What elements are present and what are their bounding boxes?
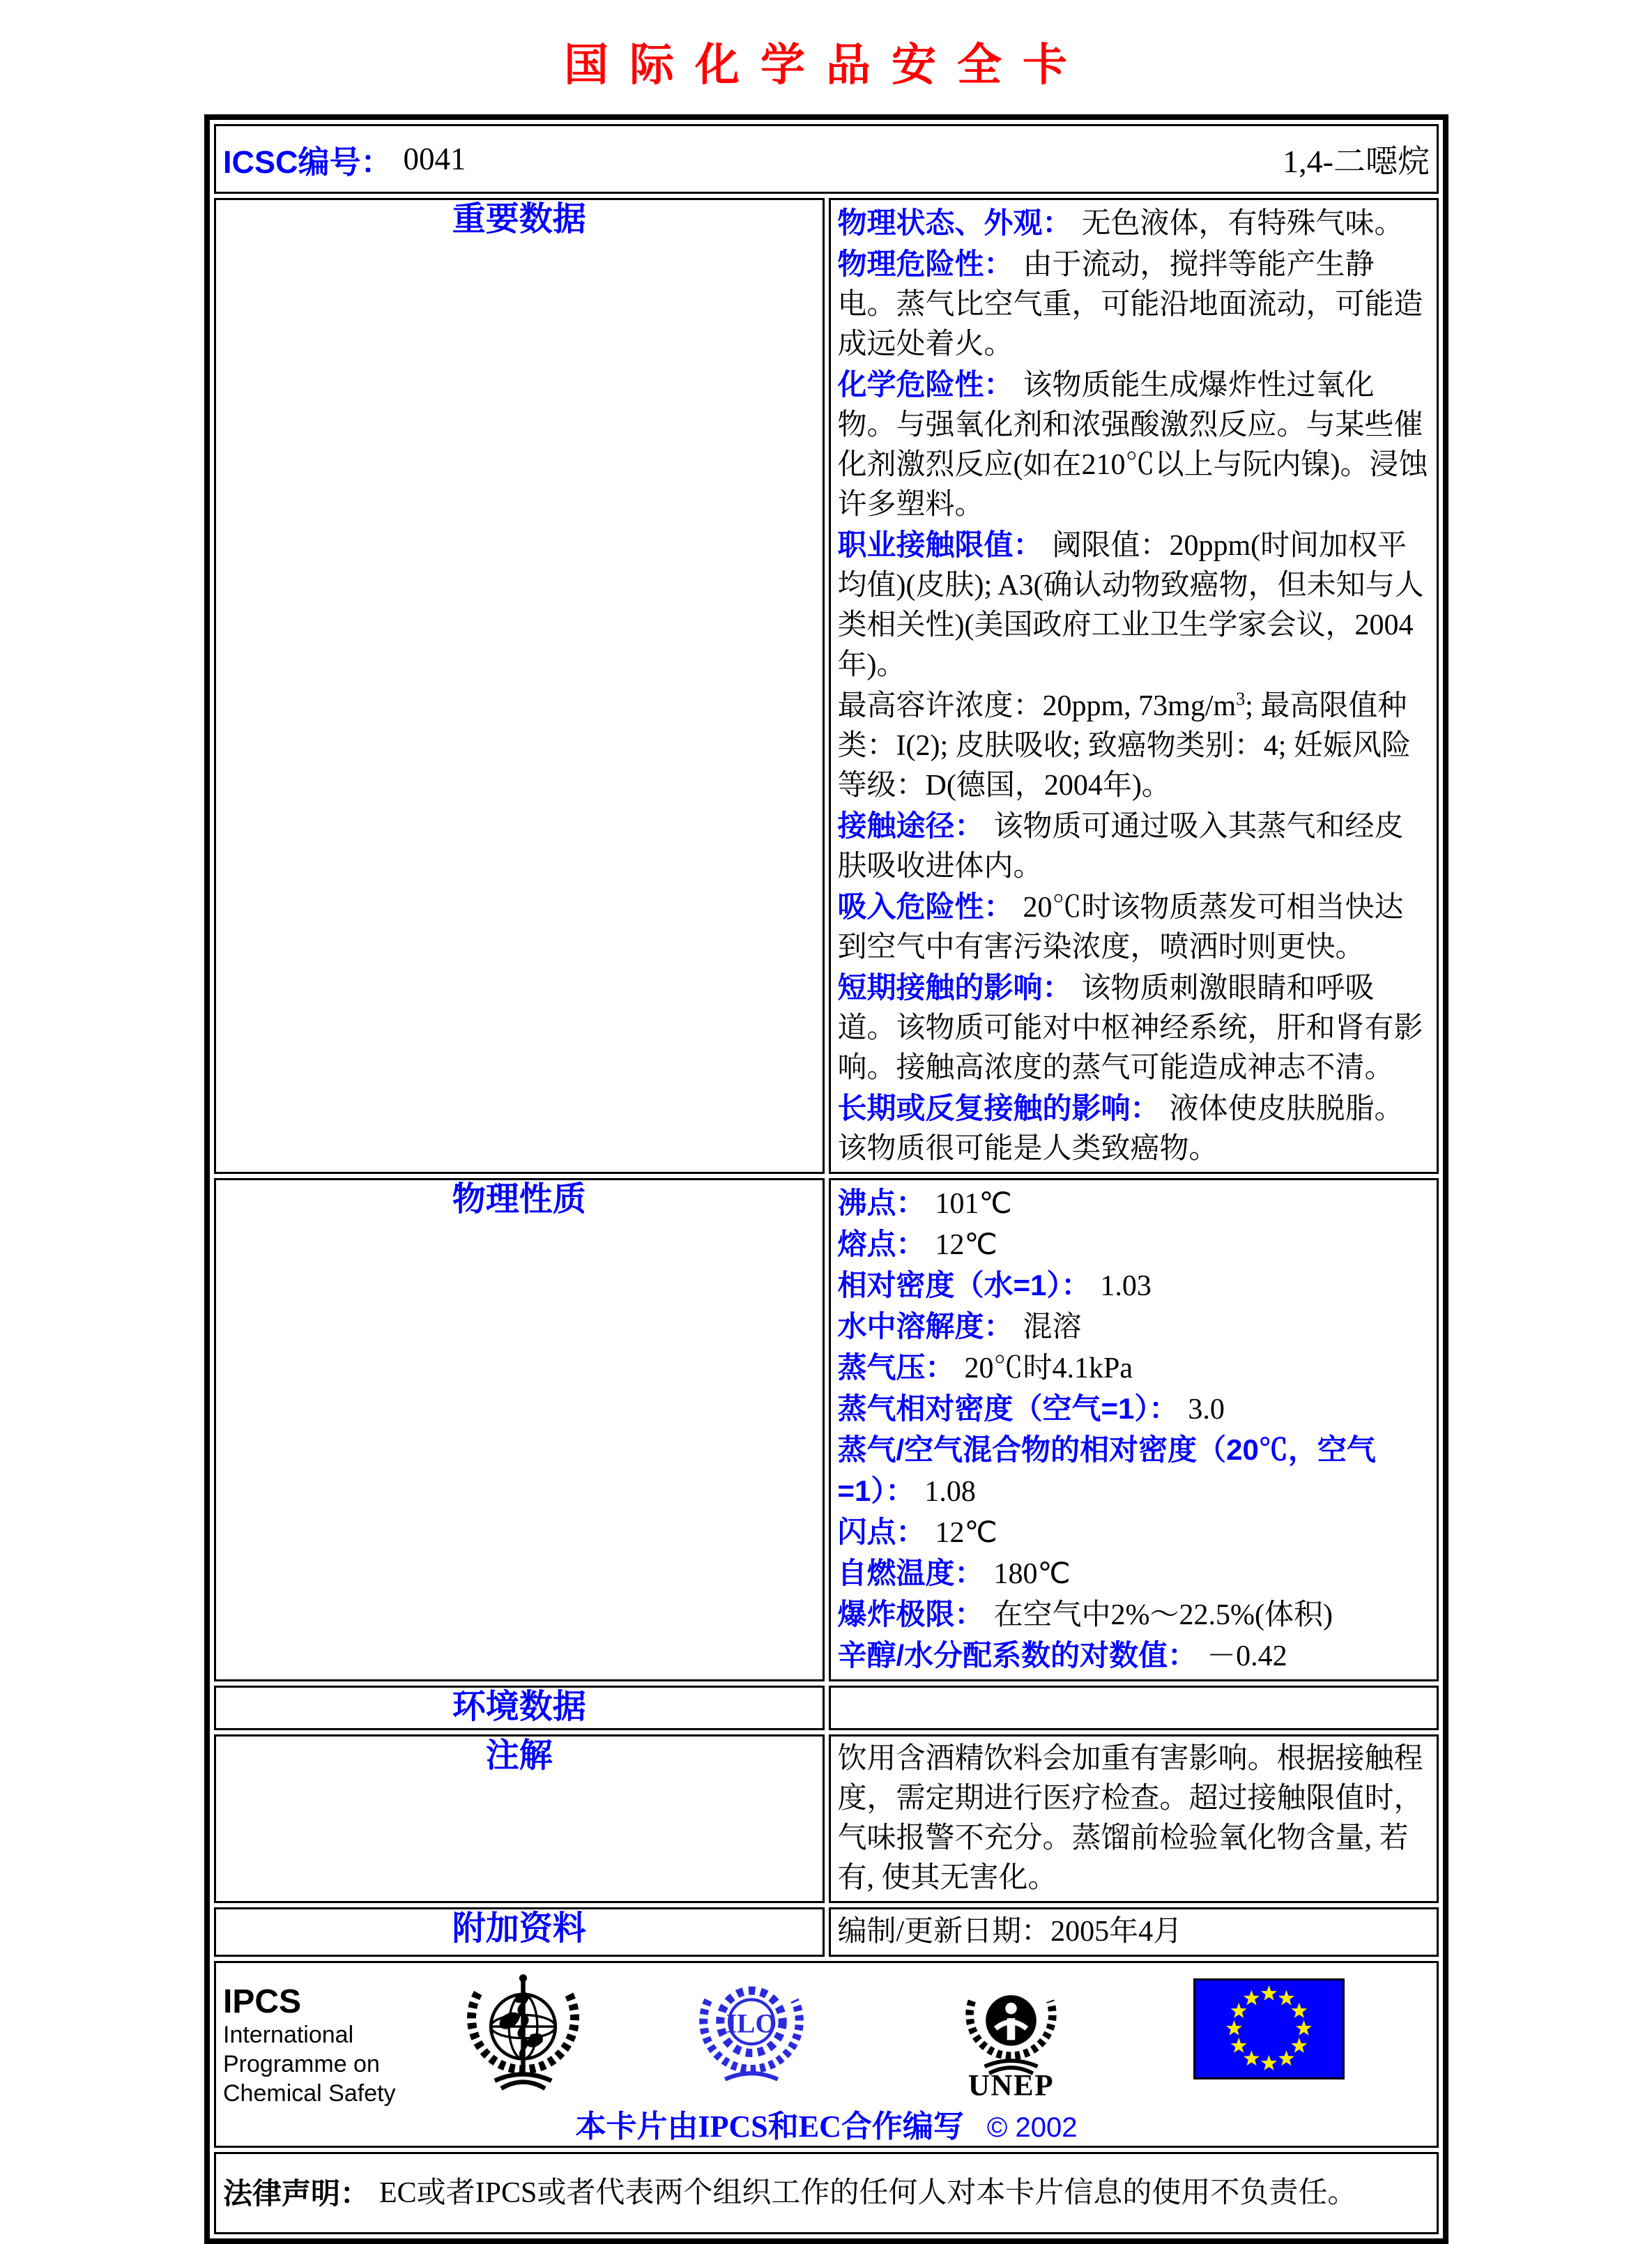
field-text: 液体使皮肤脱脂。该物质很可能是人类致癌物。 — [837, 1093, 1404, 1165]
important-data-row — [214, 198, 1439, 1174]
who-emblem-icon — [459, 1967, 588, 2096]
ipcs-wordmark — [223, 1984, 396, 2108]
important-data-paragraph — [838, 806, 1430, 887]
field-label: 长期或反复接触的影响： — [837, 1092, 1160, 1124]
important-data-paragraph — [838, 525, 1430, 685]
property-label: 闪点： — [837, 1516, 926, 1548]
environment-data-label: 环境数据 — [214, 1686, 825, 1730]
important-data-paragraph — [838, 685, 1430, 806]
physical-property-line — [838, 1265, 1430, 1306]
field-label: 短期接触的影响： — [837, 971, 1072, 1004]
chemical-name: 1,4-二噁烷 — [1283, 144, 1430, 179]
field-label: 接触途径： — [837, 809, 984, 842]
property-label: 蒸气/空气混合物的相对密度（20℃，空气=1）： — [837, 1433, 1376, 1507]
ipcs-subtitle-line: Chemical Safety — [223, 2080, 396, 2107]
property-label: 自燃温度： — [837, 1557, 984, 1589]
ilo-emblem-icon — [691, 1971, 811, 2091]
field-text: 阈限值：20ppm(时间加权平均值)(皮肤); A3(确认动物致癌物，但未知与人类相关性)(美国政府工业卫生学家会议，2004年)。 — [837, 530, 1424, 681]
field-label: 物理状态、外观： — [837, 206, 1072, 239]
legal-row — [214, 2152, 1439, 2234]
copyright-text: © 2002 — [986, 2112, 1078, 2143]
property-label: 蒸气压： — [837, 1351, 955, 1384]
property-label: 爆炸极限： — [837, 1598, 984, 1631]
physical-property-line — [838, 1594, 1430, 1635]
field-text: 最高容许浓度：20ppm, 73mg/m — [837, 690, 1237, 722]
property-value: 20℃时4.1kPa — [964, 1352, 1133, 1384]
field-text: 20℃时该物质蒸发可相当快达到空气中有害污染浓度，喷洒时则更快。 — [837, 892, 1404, 963]
unep-text: UNEP — [968, 2069, 1055, 2101]
superscript: 3 — [1236, 689, 1246, 709]
header-row — [214, 124, 1439, 194]
physical-properties-row — [214, 1178, 1439, 1681]
property-value: 混溶 — [1023, 1311, 1082, 1343]
field-text: 该物质可通过吸入其蒸气和经皮肤吸收进体内。 — [837, 811, 1404, 883]
property-value: 3.0 — [1188, 1394, 1225, 1426]
physical-properties-content — [829, 1178, 1439, 1681]
notes-content: 饮用含酒精饮料会加重有害影响。根据接触程度，需定期进行医疗检查。超过接触限值时，气味报警不充分。蒸馏前检验氧化物含量, 若有, 使其无害化。 — [829, 1734, 1439, 1903]
caption-text: 本卡片由IPCS和EC合作编写 — [575, 2109, 964, 2144]
property-value: 1.03 — [1100, 1270, 1152, 1302]
icsc-card-table — [204, 114, 1448, 2244]
field-text-2: ; 最高限值种类：I(2); 皮肤吸收; 致癌物类别：4; 妊娠风险等级：D(德国，2004年)。 — [837, 690, 1411, 802]
property-label: 辛醇/水分配系数的对数值： — [837, 1639, 1198, 1672]
important-data-paragraph — [838, 203, 1430, 244]
physical-property-line — [838, 1635, 1430, 1677]
property-label: 蒸气相对密度（空气=1）： — [837, 1392, 1179, 1425]
property-label: 水中溶解度： — [837, 1310, 1014, 1343]
logos-row — [214, 1961, 1439, 2148]
icsc-number-label: ICSC编号： — [223, 144, 392, 180]
field-label: 职业接触限值： — [837, 528, 1043, 561]
notes-row — [214, 1734, 1439, 1903]
field-label: 物理危险性： — [837, 247, 1014, 280]
ilo-text: ILO — [726, 2008, 777, 2039]
ipcs-subtitle-line: Programme on — [223, 2051, 380, 2077]
property-value: 1.08 — [924, 1476, 976, 1508]
property-value: 在空气中2%～22.5%(体积) — [993, 1599, 1333, 1631]
field-text: 该物质能生成爆炸性过氧化物。与强氧化剂和浓强酸激烈反应。与某些催化剂激烈反应(如在210℃以上与阮内镍)。浸蚀许多塑料。 — [837, 369, 1428, 521]
physical-property-line — [838, 1348, 1430, 1389]
notes-label: 注解 — [214, 1734, 825, 1903]
physical-property-line — [838, 1183, 1430, 1224]
ipcs-subtitle-line: International — [223, 2022, 354, 2048]
legal-notice-text: EC或者IPCS或者代表两个组织工作的任何人对本卡片信息的使用不负责任。 — [379, 2176, 1357, 2209]
physical-property-line — [838, 1512, 1430, 1553]
property-label: 沸点： — [837, 1186, 926, 1219]
important-data-content — [829, 198, 1439, 1174]
property-label: 相对密度（水=1）： — [837, 1269, 1091, 1302]
physical-property-line — [838, 1224, 1430, 1265]
property-label: 熔点： — [837, 1228, 926, 1260]
eu-flag-icon — [1193, 1978, 1345, 2079]
additional-info-content — [829, 1907, 1439, 1957]
physical-property-line — [838, 1553, 1430, 1594]
environment-data-row — [214, 1686, 1439, 1730]
property-value: 180℃ — [993, 1558, 1071, 1590]
important-data-paragraph — [838, 244, 1430, 365]
important-data-label: 重要数据 — [214, 198, 825, 1174]
additional-info-label: 附加资料 — [214, 1907, 825, 1957]
property-value: 12℃ — [935, 1517, 997, 1549]
field-text: 该物质刺激眼睛和呼吸道。该物质可能对中枢神经系统，肝和肾有影响。接触高浓度的蒸气可能造成神志不清。 — [837, 972, 1423, 1084]
physical-property-line — [838, 1389, 1430, 1430]
property-value: 101℃ — [935, 1188, 1012, 1220]
update-date-text: 编制/更新日期：2005年4月 — [837, 1916, 1183, 1948]
legal-notice-label: 法律声明： — [223, 2176, 370, 2210]
physical-property-line — [838, 1430, 1430, 1512]
important-data-paragraph — [838, 968, 1430, 1088]
important-data-paragraph — [838, 365, 1430, 525]
unep-emblem-icon — [954, 1969, 1069, 2101]
field-label: 化学危险性： — [837, 368, 1014, 401]
page-title: 国际化学品安全卡 — [564, 40, 1088, 90]
additional-info-row — [214, 1907, 1439, 1957]
property-value: －0.42 — [1207, 1640, 1287, 1672]
ipcs-title: IPCS — [223, 1983, 302, 2020]
important-data-paragraph — [838, 1088, 1430, 1169]
environment-data-content — [829, 1686, 1439, 1730]
important-data-paragraph — [838, 887, 1430, 968]
icsc-number-value: 0041 — [403, 142, 466, 176]
physical-properties-label: 物理性质 — [214, 1178, 825, 1681]
field-label: 吸入危险性： — [837, 890, 1014, 923]
field-text: 由于流动，搅拌等能产生静电。蒸气比空气重，可能沿地面流动，可能造成远处着火。 — [837, 249, 1423, 360]
physical-property-line — [838, 1306, 1430, 1348]
field-text: 无色液体，有特殊气味。 — [1081, 208, 1404, 240]
card-caption — [216, 2101, 1437, 2146]
property-value: 12℃ — [935, 1229, 997, 1261]
